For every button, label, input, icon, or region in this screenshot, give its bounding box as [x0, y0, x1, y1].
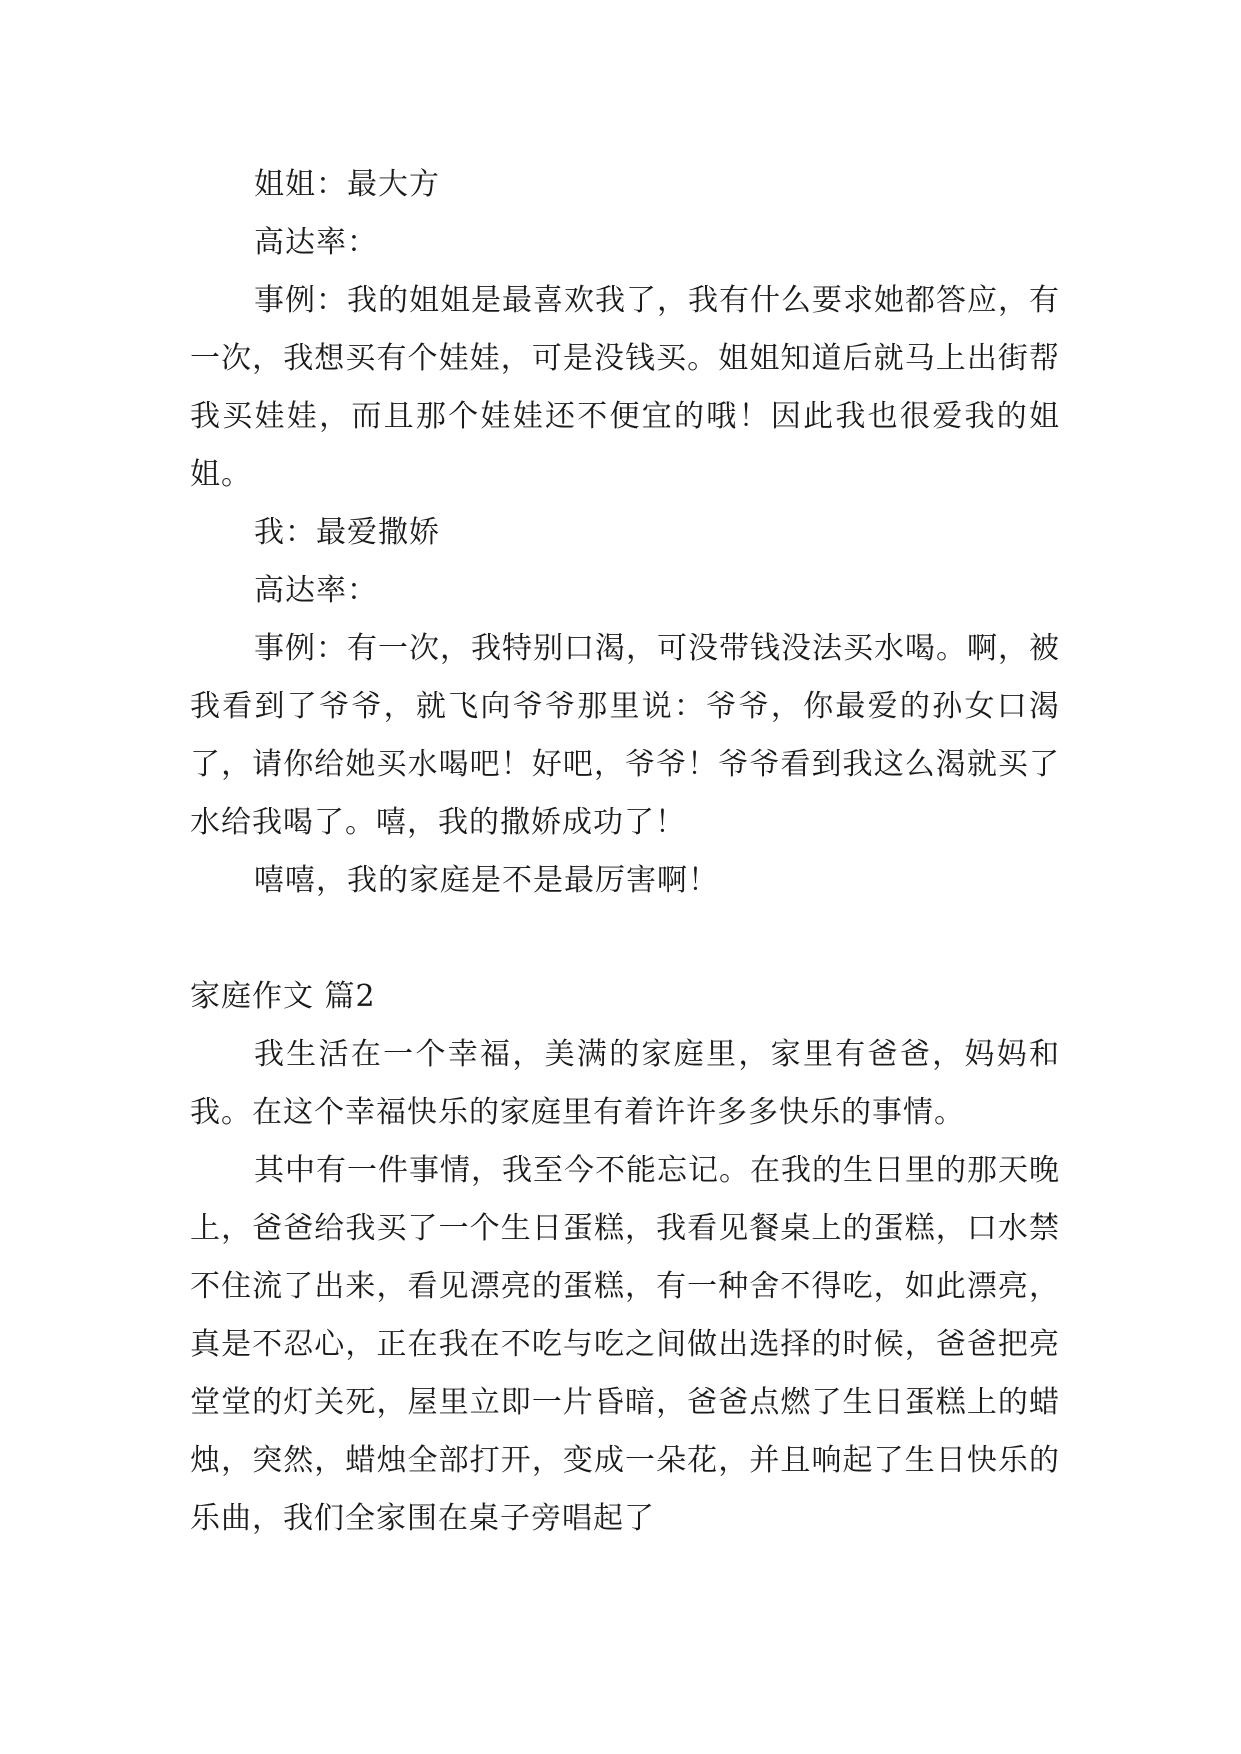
paragraph-me-title: 我：最爱撒娇: [254, 515, 440, 550]
document-body: [190, 156, 1060, 1548]
paragraph-birthday: 其中有一件事情，我至今不能忘记。在我的生日里的那天晚上，爸爸给我买了一个生日蛋糕，我看见餐桌上的蛋糕，口水禁不住流了出来，看见漂亮的蛋糕，有一种舍不得吃，如此漂亮，真是不忍心，正在我在不吃与吃之间做出选择的时候，爸爸把亮堂堂的灯关死，屋里立即一片昏暗，爸爸点燃了生日蛋糕上的蜡烛，突然，蜡烛全部打开，变成一朵花，并且响起了生日快乐的乐曲，我们全家围在桌子旁唱起了: [190, 1153, 1060, 1536]
paragraph-intro: 我生活在一个幸福，美满的家庭里，家里有爸爸，妈妈和我。在这个幸福快乐的家庭里有着许许多多快乐的事情。: [190, 1037, 1060, 1130]
paragraph-rating-1: 高达率：: [254, 225, 378, 260]
paragraph-me-example: 事例：有一次，我特别口渴，可没带钱没法买水喝。啊，被我看到了爷爷，就飞向爷爷那里说：爷爷，你最爱的孙女口渴了，请你给她买水喝吧！好吧，爷爷！爷爷看到我这么渴就买了水给我喝了。嘻，我的撒娇成功了！: [190, 631, 1060, 840]
paragraph-sister-example: 事例：我的姐姐是最喜欢我了，我有什么要求她都答应，有一次，我想买有个娃娃，可是没钱买。姐姐知道后就马上出街帮我买娃娃，而且那个娃娃还不便宜的哦！因此我也很爱我的姐姐。: [190, 283, 1060, 492]
paragraph-sister-title: 姐姐：最大方: [254, 167, 440, 202]
paragraph-conclusion: 嘻嘻，我的家庭是不是最厉害啊！: [254, 863, 719, 898]
section-heading: 家庭作文 篇2: [190, 979, 376, 1014]
paragraph-rating-2: 高达率：: [254, 573, 378, 608]
